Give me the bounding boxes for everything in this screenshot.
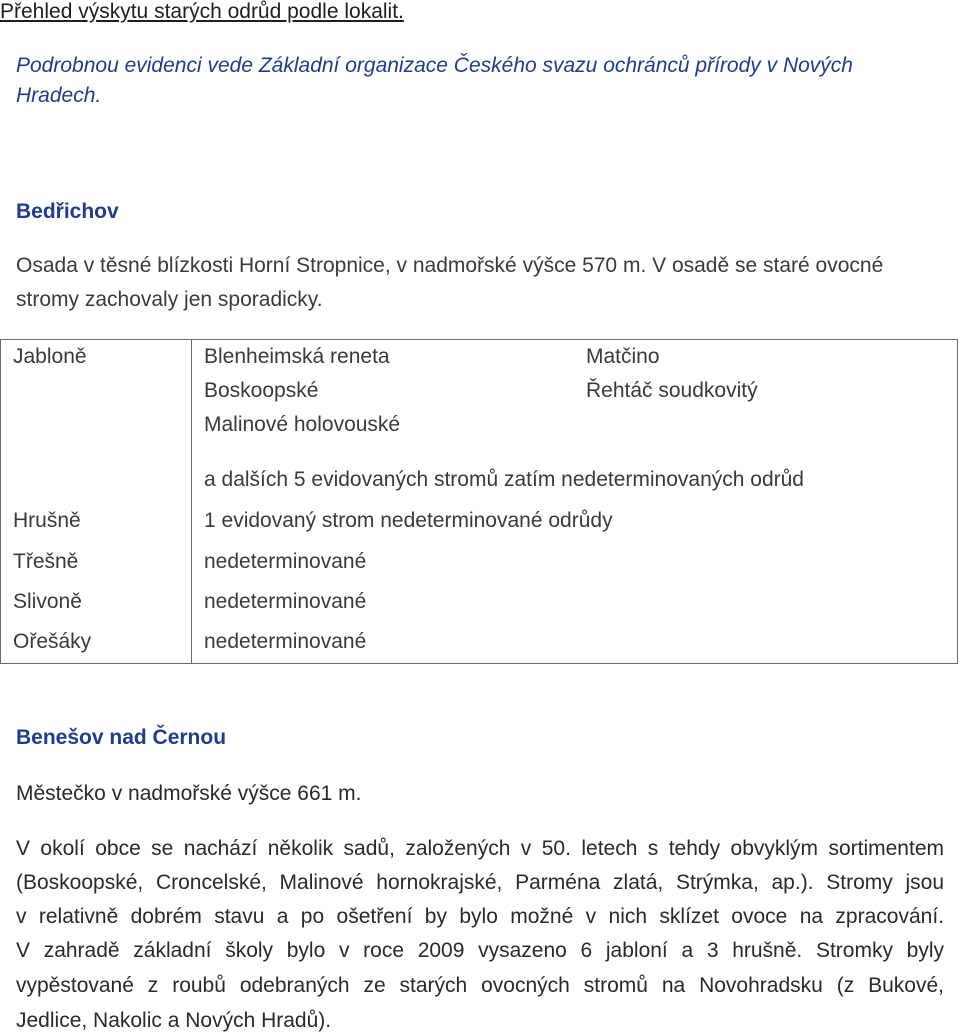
section-heading-bedrichov: Bedřichov [16,200,119,223]
variety-item: Blenheimská reneta [204,345,390,368]
variety-item: Boskoopské [204,379,319,402]
table-column-divider [191,340,192,663]
paragraph-line: vypěstované z roubů odebraných ze starých ovocných stromů na Novohradsku (z Bukové, [16,974,944,997]
bedrichov-description-line-1: Osada v těsné blízkosti Horní Stropnice, v nadmořské výšce 570 m. V osadě se staré ovocné [16,254,884,277]
row-label-jablone: Jabloně [13,345,87,368]
row-value-oresaky: nedeterminované [204,630,367,653]
bedrichov-description-line-2: stromy zachovaly jen sporadicky. [16,288,323,311]
varieties-table [0,339,958,664]
paragraph-line: V okolí obce se nachází několik sadů, založených v 50. letech s tehdy obvyklým sortimentem [16,837,944,860]
jablone-note: a dalších 5 evidovaných stromů zatím nedeterminovaných odrůd [204,468,804,491]
paragraph-line: V zahradě základní školy bylo v roce 2009 vysazeno 6 jabloní a 3 hrušně. Stromky byly [16,939,944,962]
paragraph-line-last: Jedlice, Nakolic a Nových Hradů). [16,1009,332,1032]
row-value-tresne: nedeterminované [204,550,367,573]
paragraph-line: (Boskoopské, Croncelské, Malinové hornokrajské, Parména zlatá, Strýmka, ap.). Stromy jsou [16,871,944,894]
document-title: Přehled výskytu starých odrůd podle lokalit. [0,0,404,23]
row-label-hrusne: Hrušně [13,509,81,532]
row-label-slivone: Slivoně [13,590,82,613]
row-value-hrusne: 1 evidovaný strom nedeterminované odrůdy [204,509,613,532]
intro-line-1: Podrobnou evidenci vede Základní organizace Českého svazu ochránců přírody v Nových [16,54,853,77]
row-label-oresaky: Ořešáky [13,630,92,653]
intro-line-2: Hradech. [16,84,102,107]
row-value-slivone: nedeterminované [204,590,367,613]
row-label-tresne: Třešně [13,550,79,573]
paragraph-line: v relativně dobrém stavu a po ošetření by bylo možné v nich sklízet ovoce na zpracování. [16,905,944,928]
benesov-description-line-1: Městečko v nadmořské výšce 661 m. [16,782,362,805]
variety-item: Řehtáč soudkovitý [586,379,758,402]
variety-item: Matčino [586,345,660,368]
variety-item: Malinové holovouské [204,413,401,436]
section-heading-benesov: Benešov nad Černou [16,726,227,749]
